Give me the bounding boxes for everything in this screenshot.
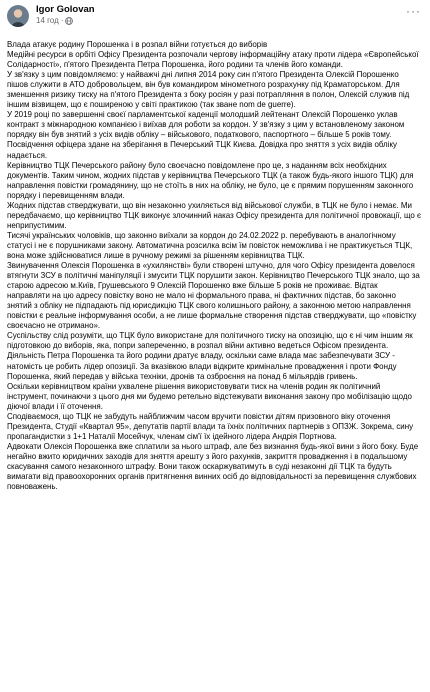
globe-icon: [65, 17, 73, 25]
post-timestamp[interactable]: 14 год: [36, 16, 59, 25]
post-header: [7, 4, 422, 30]
post-paragraph: Тисячі українських чоловіків, що законно виїхали за кордон до 24.02.2022 р. перебувають в аналогічному статусі і не є порушниками закону. Автоматична розсилка всім їм повісток неможлива і не практикується ТЦК, вона може здійснюватися лише в ручному режимі за рішенням керівництва ТЦК.: [7, 230, 413, 260]
post-body: [7, 40, 422, 492]
post-paragraph: Медійні ресурси в орбіті Офісу Президента розпочали чергову інформаційну атаку проти лідера «Європейської Солідарності», п'ятого Президента Петра Порошенка, його родини та членів його команди.: [7, 50, 419, 70]
post-paragraph: У 2019 році по завершенні своєї парламентської каденції молодший лейтенант Олексій Порошенко уклав контракт з міжнародною компанією і виїхав для роботи за кордон. У зв'язку з цим у встановленому законом порядку він був знятий з усіх видів обліку – військового, податкового, паспортного – більше 5 років тому. Посвідчення офіцера здане на зберігання в Печерський ТЦК Києва. Довідка про зняття з усіх видів обліку надається.: [7, 110, 405, 160]
post-paragraph: Жодних підстав стверджувати, що він незаконно ухиляється від військової служби, в ТЦК не було і немає. Ми передбачаємо, що керівництво ТЦК виконує злочинний наказ Офісу президента для політичної провокації, що є неприпустимим.: [7, 200, 422, 230]
post-paragraph: Керівництво ТЦК Печерського району було своєчасно повідомлене про це, з наданням всіх необхідних документів. Таким чином, жодних підстав у керівництва Печерського ТЦК (а також будь-якого іншого ТЦК) для направлення повістки громадянину, що не стоїть в них на обліку, не було, це є прямим порушенням законного порядку і перевищенням влади.: [7, 160, 414, 200]
post-paragraph: У зв'язку з цим повідомляємо: у найважчі дні липня 2014 року син п'ятого Президента Олексій Порошенко пішов служити в АТО добровольцем, він був командиром мінометного розрахунку під Краматорськом. Для зменшення ризику тиску на п'ятого Президента з боку росіян у разі потрапляння в полон, Олексій служив під іншим візвищем, що є поширеною у світі практикою (так зване nom de guerre).: [7, 70, 410, 110]
separator-dot: ·: [60, 16, 64, 25]
time-row: [36, 15, 95, 26]
avatar-image: [7, 5, 29, 27]
post-paragraph: Сподіваємося, що ТЦК не забудуть найближчим часом вручити повістки дітям призовного віку оточення Президента, Студії «Квартал 95», депутатів партії влади та їхніх політичних партнерів з ОПЗЖ. Зокрема, сину пропагандистки з 1+1 Наталії Мосейчук, членам сім'ї їх ідейного лідера Андрія Портнова.: [7, 411, 414, 441]
post-meta: [36, 4, 95, 26]
post-paragraph: Суспільству слід розуміти, що ТЦК було використане для політичного тиску на опозицію, що є ні чим іншим як підготовкою до виборів, яка, попри запереченню, в розпал війни активно ведеться Офісом президента.: [7, 331, 413, 351]
author-name[interactable]: Igor Golovan: [36, 4, 95, 15]
post-paragraph: Оскільки керівництвом країни ухвалене рішення використовувати тиск на членів родин як політичний інструмент, починаючи з цього дня ми будемо ретельно відстежувати виконання закону про мобілізацію щодо діючої влади і її оточення.: [7, 381, 412, 411]
post-paragraph: Адвокати Олексія Порошенка вже сплатили за нього штраф, але без визнання будь-якої вини з його боку. Буде негайно вжито юридичних заходів для зняття арешту з його рахунків, закриття провадження і в подальшому скасування самого незаконного штрафу. Вони також оскаржуватимуть в суді незаконні дії ТЦК та будуть вимагати від правоохоронних органів притягнення винних осіб до відповідальності за перевищення службових повноважень.: [7, 441, 419, 492]
more-options-icon[interactable]: ···: [406, 4, 421, 18]
post-paragraph: Влада атакує родину Порошенка і в розпал війни готується до виборів: [7, 40, 268, 49]
post-paragraph: Діяльність Петра Порошенка та його родини дратує владу, оскільки саме влада має забезпечувати ЗСУ - натомість це робить лідер опозиції. За вказівкою влади відкрите кримінальне провадження і проти Фонду Порошенка, який передав у війська техніки, дронів та озброєння на понад 6 мільярдів гривень.: [7, 351, 397, 381]
avatar[interactable]: [7, 5, 29, 27]
post-paragraph: Звинувачення Олексія Порошенка в «ухилянстві» були створені штучно, для чого Офісу президента довелося втягнути ЗСУ в політичні маніпуляції і змусити ТЦК порушити закон. Керівництво Печерського ТЦК знало, що за старою адресою м.Київ, Грушевського 9 Олексій Порошенко вже більше 5 років не проживає. Відтак направляти на цю адресу повістку воно не мало ні формального права, ні фактичних підстав, бо законно знятий з обліку не підпадають під юрисдикцію ТЦК свого колишнього району, а законною метою направлення повістки є реальне інформування особи, а не лише формальне створення підстав стверджувати, що «повістку своєчасно не отримано».: [7, 261, 420, 331]
